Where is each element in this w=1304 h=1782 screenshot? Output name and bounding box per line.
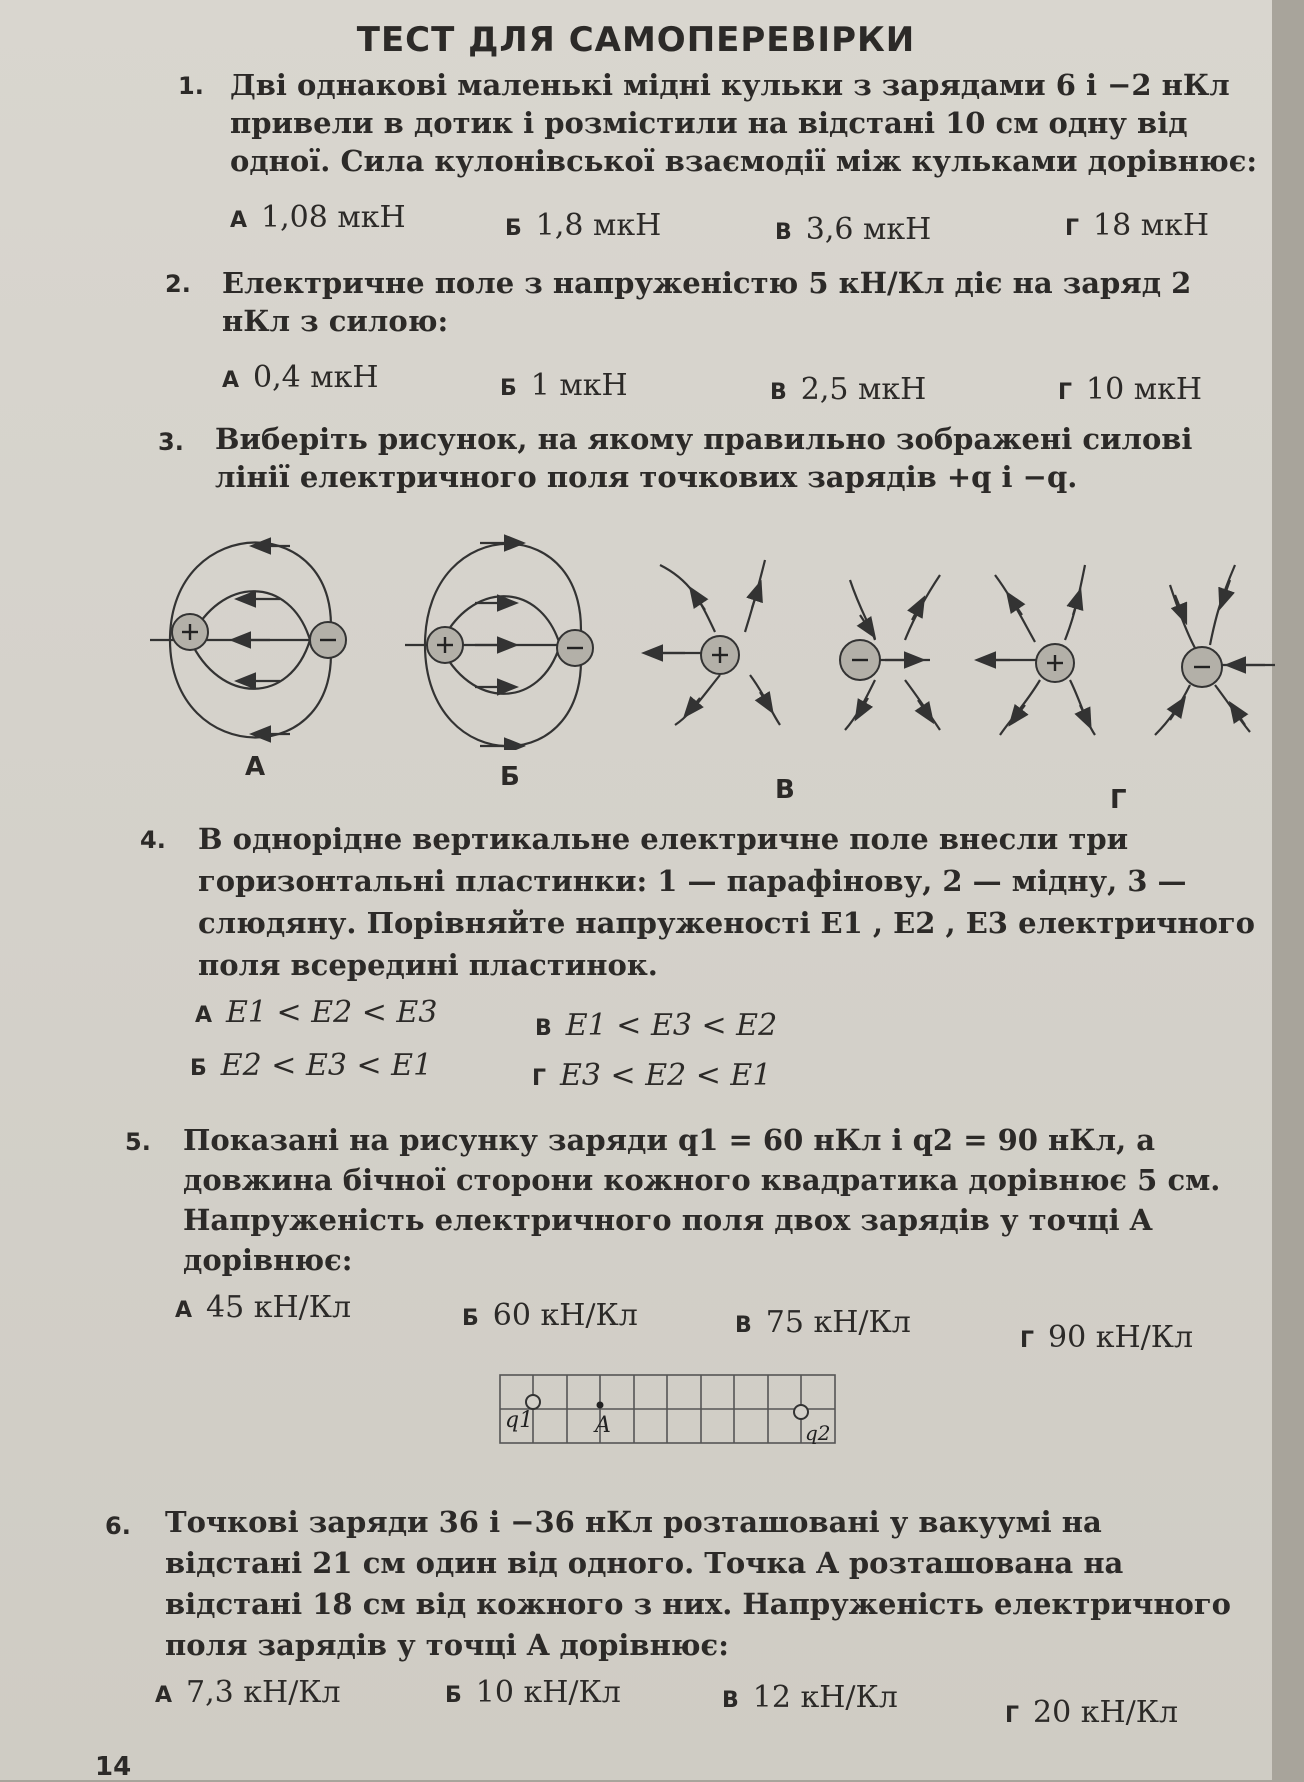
question-text: Дві однакові маленькі мідні кульки з зарядами 6 і −2 нКл привели в дотик і розмістили на відстані 10 см одну від одної. Сила кулонівської взаємодії між кульками дорівнює:	[230, 68, 1258, 178]
question-text: Виберіть рисунок, на якому правильно зображені силові лінії електричного поля точкових зарядів +q і −q.	[215, 422, 1193, 494]
option-value: E1 < E2 < E3	[226, 995, 438, 1030]
option-value: 1,08 мкН	[261, 200, 406, 235]
option-value: 75 кН/Кл	[765, 1305, 911, 1340]
option-letter: Б	[190, 1056, 207, 1081]
option-value: 7,3 кН/Кл	[186, 1675, 341, 1710]
option-a[interactable]	[222, 360, 379, 395]
option-d[interactable]	[1005, 1695, 1178, 1730]
option-letter: В	[722, 1688, 739, 1713]
option-letter: Б	[445, 1683, 462, 1708]
option-value: 60 кН/Кл	[492, 1298, 638, 1333]
question-text: В однорідне вертикальне електричне поле внесли три горизонтальні пластинки: 1 — парафінову, 2 — мідну, 3 — слюдяну. Порівняйте напруженості E1 , E2 , E3 електричного поля всередині пластинок.	[198, 822, 1256, 982]
figure-label-a: А	[245, 752, 266, 782]
question-number: 4.	[140, 826, 166, 854]
question-number: 2.	[165, 270, 191, 298]
charge-grid-figure	[495, 1370, 845, 1450]
option-value: 2,5 мкН	[800, 372, 927, 407]
option-letter: В	[735, 1313, 752, 1338]
option-value: 0,4 мкН	[253, 360, 379, 395]
option-a[interactable]	[195, 995, 437, 1030]
option-value: 18 мкН	[1093, 208, 1209, 243]
option-a[interactable]	[155, 1675, 341, 1710]
page-title: ТЕСТ ДЛЯ САМОПЕРЕВІРКИ	[356, 20, 916, 60]
option-value: 1 мкН	[530, 368, 628, 403]
option-value: 45 кН/Кл	[206, 1290, 352, 1325]
option-value: 90 кН/Кл	[1048, 1320, 1194, 1355]
option-value: 10 мкН	[1086, 372, 1202, 407]
page-number: 14	[95, 1752, 132, 1782]
figure-label-g: Г	[1110, 785, 1127, 815]
figure-g-lines	[980, 565, 1275, 735]
option-c[interactable]	[735, 1305, 911, 1340]
question-number: 6.	[105, 1512, 131, 1540]
option-value: 20 кН/Кл	[1033, 1695, 1179, 1730]
question-number: 1.	[178, 72, 204, 100]
question-number: 5.	[125, 1128, 151, 1156]
question-number: 3.	[158, 428, 184, 456]
option-letter: А	[222, 368, 240, 393]
figure-v-lines	[652, 560, 940, 730]
option-letter: Г	[1065, 216, 1080, 241]
option-value: 3,6 мкН	[805, 212, 932, 247]
figure-label-v: В	[775, 775, 795, 805]
label-a: A	[595, 1413, 611, 1438]
option-a[interactable]	[230, 200, 406, 235]
option-letter: Г	[1005, 1703, 1020, 1728]
option-letter: Б	[462, 1306, 479, 1331]
option-d[interactable]	[1020, 1320, 1193, 1355]
field-lines-figure	[140, 520, 1290, 750]
option-value: E1 < E3 < E2	[565, 1008, 778, 1043]
option-letter: Г	[1020, 1328, 1035, 1353]
option-letter: В	[775, 220, 792, 245]
option-value: 12 кН/Кл	[752, 1680, 898, 1715]
option-letter: А	[175, 1298, 193, 1323]
option-c[interactable]	[722, 1680, 898, 1715]
option-b[interactable]	[500, 368, 628, 403]
option-value: 1,8 мкН	[535, 208, 662, 243]
option-letter: В	[770, 380, 787, 405]
option-d[interactable]	[1065, 208, 1209, 243]
label-q2: q2	[805, 1421, 831, 1445]
option-d[interactable]	[532, 1058, 771, 1093]
question-text: Електричне поле з напруженістю 5 кН/Кл діє на заряд 2 нКл з силою:	[222, 266, 1192, 338]
option-b[interactable]	[505, 208, 661, 243]
question-text: Точкові заряди 36 і −36 нКл розташовані у вакуумі на відстані 21 см один від одного. Точка A розташована на відстані 18 см від кожного з них. Напруженість електричного поля зарядів у точці A дорівнює:	[165, 1505, 1232, 1662]
option-letter: А	[195, 1003, 213, 1028]
option-letter: А	[230, 208, 248, 233]
option-letter: В	[535, 1016, 552, 1041]
question-text: Показані на рисунку заряди q1 = 60 нКл і q2 = 90 нКл, а довжина бічної сторони кожного квадратика дорівнює 5 см. Напруженість електричного поля двох зарядів у точці A дорівнює:	[183, 1123, 1221, 1277]
option-a[interactable]	[175, 1290, 351, 1325]
figure-label-b: Б	[500, 762, 520, 792]
option-b[interactable]	[190, 1048, 432, 1083]
option-b[interactable]	[445, 1675, 621, 1710]
option-value: E3 < E2 < E1	[560, 1058, 772, 1093]
label-q1: q1	[505, 1408, 534, 1433]
option-letter: Б	[505, 216, 522, 241]
option-letter: Г	[1058, 380, 1073, 405]
option-value: 10 кН/Кл	[475, 1675, 621, 1710]
option-c[interactable]	[775, 212, 931, 247]
option-c[interactable]	[535, 1008, 777, 1043]
option-c[interactable]	[770, 372, 926, 407]
option-letter: Г	[532, 1066, 547, 1091]
point-a	[597, 1402, 604, 1409]
option-d[interactable]	[1058, 372, 1202, 407]
option-letter: А	[155, 1683, 173, 1708]
charge-q1	[526, 1395, 540, 1409]
option-b[interactable]	[462, 1298, 638, 1333]
option-letter: Б	[500, 376, 517, 401]
option-value: E2 < E3 < E1	[220, 1048, 433, 1083]
charge-q2	[794, 1405, 808, 1419]
